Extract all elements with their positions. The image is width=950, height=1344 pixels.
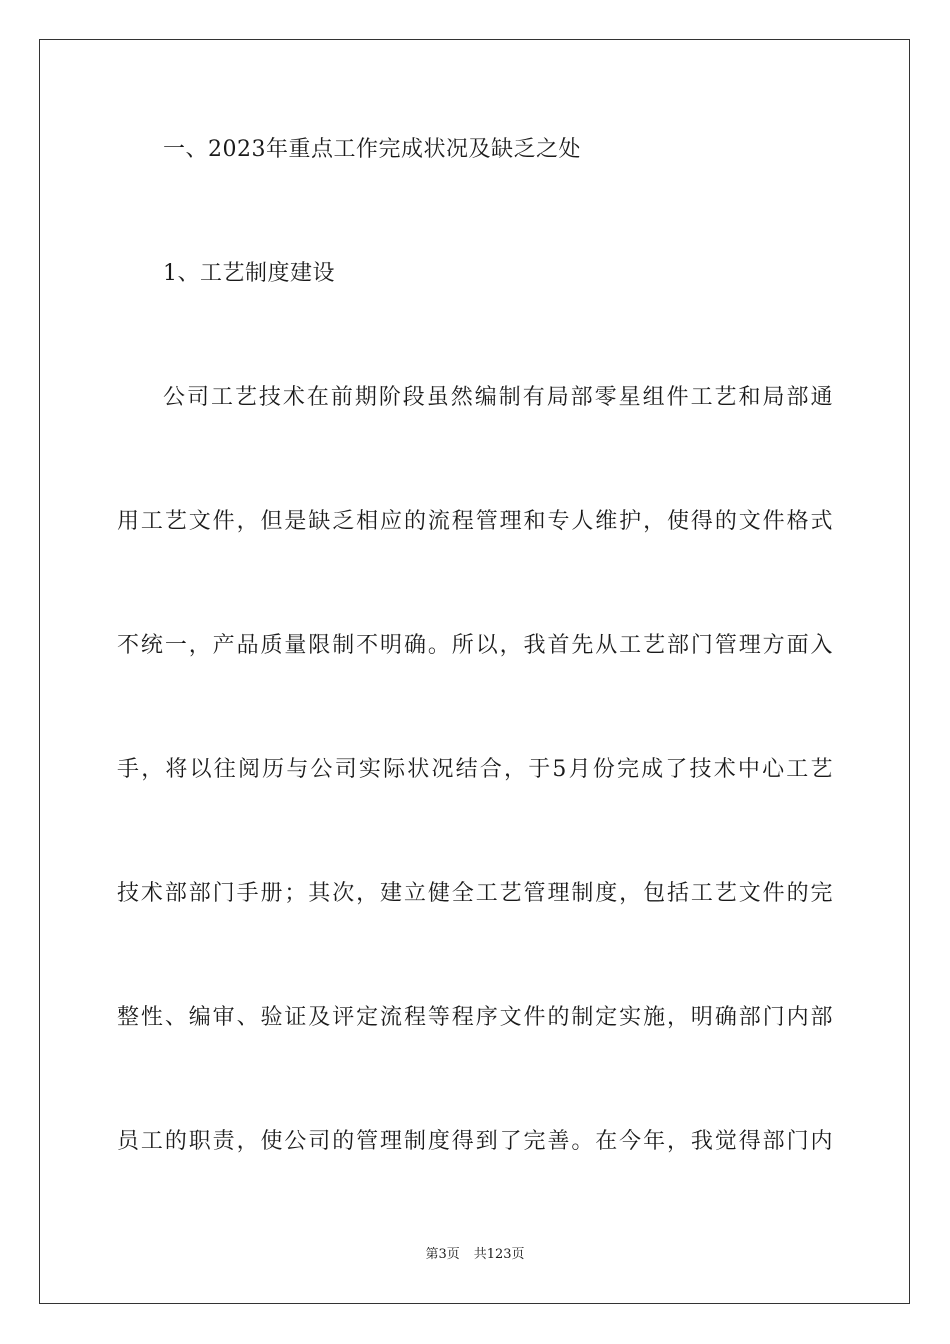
subsection-heading: 1、工艺制度建设 <box>163 261 335 286</box>
paragraph-line: 员工的职责，使公司的管理制度得到了完善。在今年，我觉得部门内 <box>117 1129 833 1154</box>
page-border <box>39 39 910 1304</box>
paragraph-line: 不统一，产品质量限制不明确。所以，我首先从工艺部门管理方面入 <box>117 633 833 658</box>
paragraph-line: 用工艺文件，但是缺乏相应的流程管理和专人维护，使得的文件格式 <box>117 509 833 534</box>
paragraph-line: 公司工艺技术在前期阶段虽然编制有局部零星组件工艺和局部通 <box>163 385 833 410</box>
section-heading: 一、2023年重点工作完成状况及缺乏之处 <box>163 137 581 162</box>
paragraph-line: 手，将以往阅历与公司实际状况结合，于5月份完成了技术中心工艺 <box>117 757 833 782</box>
paragraph-line: 整性、编审、验证及评定流程等程序文件的制定实施，明确部门内部 <box>117 1005 833 1030</box>
paragraph-line: 技术部部门手册；其次，建立健全工艺管理制度，包括工艺文件的完 <box>117 881 833 906</box>
page-footer <box>0 1246 950 1264</box>
page-total: 共123页 <box>473 1247 525 1262</box>
page-number: 第3页 <box>425 1247 460 1262</box>
